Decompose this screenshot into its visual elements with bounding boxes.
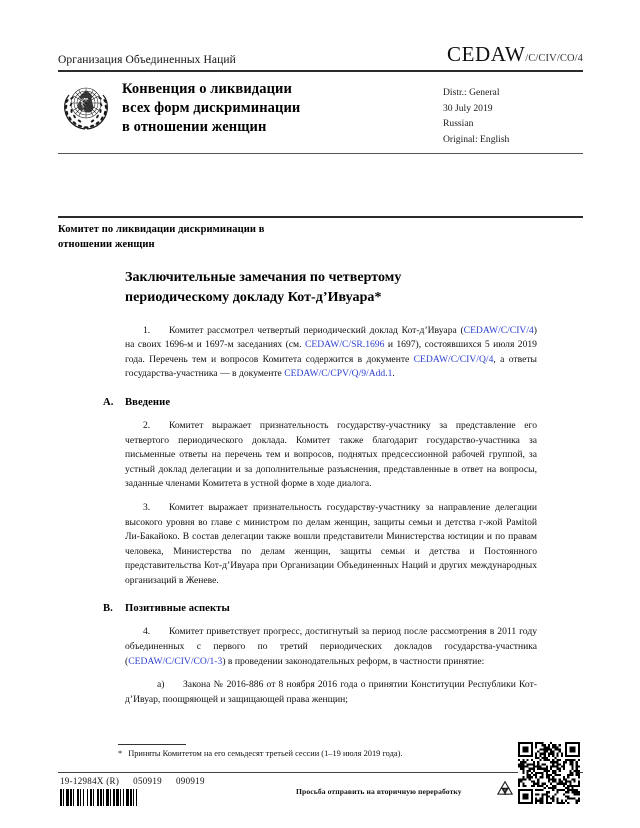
document-date: 30 July 2019 <box>443 102 493 114</box>
masthead-bottom-rule <box>58 153 583 154</box>
section-title: Введение <box>125 397 171 409</box>
job-code-1: 050919 <box>133 776 162 786</box>
document-symbol-suffix: /C/CIV/CO/4 <box>525 53 583 64</box>
barcode-icon <box>60 789 192 806</box>
paragraph <box>125 419 537 492</box>
document-reference-link[interactable]: CEDAW/C/CIV/Q/4 <box>413 353 494 365</box>
paragraph-text: Комитет приветствует прогресс, достигнутый за период после рассмотрения в 2011 году объединенных с первого по третий периодических докладов государства-участника ( <box>125 626 537 667</box>
paragraph-text: Комитет выражает признательность государству-участнику за направление делегации высокого уровня во главе с министром по делам женщин, защиты семьи и детства г-жой Рамitoй Ли-Бакайоко. В состав делегации также вошли представители Министерства юстиции и по правам человека, Министерства по делам женщин, защиты семьи и детства и Постоянного представительства Кот-д’Ивуара при Организации Объединенных Наций и других международных организаций в Женеве. <box>125 501 537 586</box>
document-reference-link[interactable]: CEDAW/C/CIV/4 <box>463 324 534 336</box>
paragraph-text: Комитет рассмотрел четвертый периодический доклад Кот-д’Ивуара ( <box>169 324 464 336</box>
document-body <box>103 268 537 716</box>
document-original-language: Original: English <box>443 133 510 145</box>
convention-title-line-3: в отношении женщин <box>122 119 267 136</box>
recycle-label: Просьба отправить на вторичную переработку <box>296 787 462 796</box>
paragraph-text: Закона № 2016-886 от 8 ноября 2016 года о принятии Конституции Республики Кот-д’Ивуар, поощряющей и защищающей права женщин; <box>125 679 537 705</box>
paragraph-text: Комитет выражает признательность государству-участнику за представление его четвертого периодического доклада. Комитет также благодарит государство-участника за письменные ответы на перечень тем и вопросов, поднятых предсессионной рабочей группой, за устный доклад делегации и за дополнительные разъяснения, представленные в ответ на вопросы, заданные членами Комитета в устной форме в ходе диалога. <box>125 420 537 490</box>
document-job-number <box>60 776 205 786</box>
organization-name: Организация Объединенных Наций <box>58 54 236 67</box>
paragraph <box>125 501 537 588</box>
document-reference-link[interactable]: CEDAW/C/CPV/Q/9/Add.1 <box>284 368 393 380</box>
document-language: Russian <box>443 118 474 130</box>
section-heading <box>103 603 537 614</box>
masthead-top-row <box>58 42 583 69</box>
paragraph-number: a) <box>157 679 165 691</box>
document-symbol-main: CEDAW <box>446 42 526 66</box>
paragraph-subitem <box>125 678 537 707</box>
document-symbol <box>447 42 583 67</box>
footnote-marker: * <box>118 749 123 758</box>
document-reference-link[interactable]: CEDAW/C/SR.1696 <box>304 339 385 351</box>
convention-title-line-1: Конвенция о ликвидации <box>122 81 292 97</box>
paragraph-container <box>103 324 537 708</box>
job-code-2: 090919 <box>175 776 205 786</box>
un-emblem-icon <box>58 81 114 133</box>
committee-rule <box>58 216 583 218</box>
convention-title-line-2: всех форм дискриминации <box>122 100 301 117</box>
page-title-line-1: Заключительные замечания по четвертому <box>125 270 402 285</box>
convention-title <box>122 79 439 137</box>
section-letter: B. <box>103 603 113 615</box>
committee-name <box>58 222 358 252</box>
footer-rule <box>58 772 583 773</box>
paragraph <box>125 625 537 669</box>
job-number: 19-12984X (R) <box>60 776 120 786</box>
footnote-separator <box>118 744 186 745</box>
section-letter: A. <box>103 397 114 409</box>
paragraph-number: 2. <box>143 420 151 432</box>
page-title <box>125 268 537 308</box>
paragraph-number: 4. <box>143 626 151 638</box>
section-heading <box>103 397 537 408</box>
paragraph-text: . <box>392 368 395 380</box>
footnote-text: Приняты Комитетом на его семьдесят третьей сессии (1–19 июля 2019 года). <box>128 749 403 758</box>
committee-name-line-2: отношении женщин <box>58 239 155 251</box>
recycle-icon <box>494 779 516 801</box>
distribution-type: Distr.: General <box>443 87 500 98</box>
paragraph <box>125 324 537 382</box>
section-title: Позитивные аспекты <box>125 603 230 615</box>
committee-name-line-1: Комитет по ликвидации дискриминации в <box>58 224 265 235</box>
page-title-line-2: периодическому докладу Кот-д’Ивуара* <box>125 289 382 305</box>
paragraph-text: ) на своих 1696-м и 1697-м заседаниях (см. <box>125 324 537 351</box>
document-reference-link[interactable]: CEDAW/C/CIV/CO/1-3 <box>128 655 223 667</box>
masthead-body-row <box>58 72 583 153</box>
distribution-block <box>439 79 583 147</box>
paragraph-text: , а ответы государства-участника — в документе <box>125 353 537 380</box>
masthead <box>58 42 583 154</box>
paragraph-number: 1. <box>143 324 151 336</box>
qr-code-icon <box>518 742 580 804</box>
footnote <box>118 748 538 760</box>
paragraph-number: 3. <box>143 501 151 513</box>
paragraph-text: и 1697), состоявшихся 5 июля 2019 года. Перечень тем и вопросов Комитета содержится в документе <box>125 339 537 365</box>
paragraph-text: ) в проведении законодательных реформ, в частности принятие: <box>222 655 485 667</box>
